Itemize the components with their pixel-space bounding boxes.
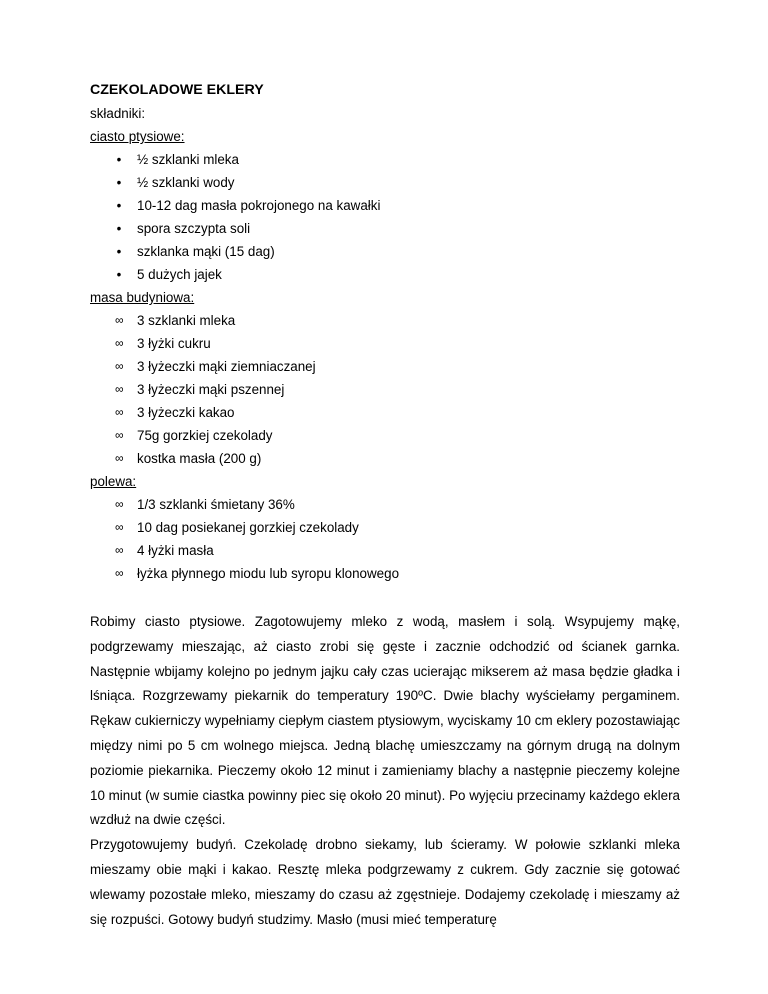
instructions-paragraph: Robimy ciasto ptysiowe. Zagotowujemy mleko z wodą, masłem i solą. Wsypujemy mąkę, podgrzewamy mieszając, aż ciasto zrobi się gęste i zacznie odchodzić od ścianek garnka. Następnie wbijamy kolejno po jednym jajku cały czas ucierając mikserem aż masa będzie gładka i lśniąca. Rozgrzewamy piekarnik do temperatury 190ºC. Dwie blachy wyściełamy pergaminem. Rękaw cukierniczy wypełniamy ciepłym ciastem ptysiowym, wyciskamy 10 cm eklery pozostawiając między nimi po 5 cm wolnego miejsca. Jedną blachę umieszczamy na górnym drugą na dolnym poziomie piekarnika. Pieczemy około 12 minut i zamieniamy blachy a następnie pieczemy kolejne 10 minut (w sumie ciastka powinny piec się około 20 minut). Po wyjęciu przecinamy każdego eklera wzdłuż na dwie części.	[90, 614, 680, 828]
list-item-text: spora szczypta soli	[137, 221, 251, 236]
list-item	[90, 217, 680, 240]
list-item	[90, 401, 680, 424]
spacer	[90, 585, 680, 610]
bullet-icon: •	[116, 152, 122, 167]
list-item	[90, 263, 680, 286]
infinity-bullet-icon: ∞	[115, 359, 124, 373]
list-item	[90, 332, 680, 355]
section-ciasto	[90, 125, 680, 286]
list-item	[90, 240, 680, 263]
section-heading: ciasto ptysiowe:	[90, 129, 185, 144]
infinity-bullet-icon: ∞	[115, 543, 124, 557]
list-item-text: 1/3 szklanki śmietany 36%	[137, 497, 295, 512]
instructions-paragraph: Przygotowujemy budyń. Czekoladę drobno siekamy, lub ścieramy. W połowie szklanki mleka mieszamy obie mąki i kakao. Resztę mleka podgrzewamy z cukrem. Gdy zacznie się gotować wlewamy pozostałe mleko, mieszamy do czasu aż zgęstnieje. Dodajemy czekoladę i mieszamy aż się rozpuści. Gotowy budyń studzimy. Masło (musi mieć temperaturę	[90, 837, 680, 927]
bullet-icon: •	[116, 221, 122, 236]
list-item	[90, 355, 680, 378]
bullet-icon: •	[116, 267, 122, 282]
ingredient-list	[90, 309, 680, 470]
infinity-bullet-icon: ∞	[115, 428, 124, 442]
ingredient-list	[90, 493, 680, 585]
infinity-bullet-icon: ∞	[115, 566, 124, 580]
list-item-text: ½ szklanki mleka	[137, 152, 239, 167]
infinity-bullet-icon: ∞	[115, 336, 124, 350]
bullet-icon: •	[116, 244, 122, 259]
infinity-bullet-icon: ∞	[115, 451, 124, 465]
list-item	[90, 516, 680, 539]
list-item	[90, 194, 680, 217]
list-item	[90, 378, 680, 401]
list-item-text: 3 szklanki mleka	[137, 313, 236, 328]
list-item-text: szklanka mąki (15 dag)	[137, 244, 275, 259]
list-item-text: 3 łyżeczki mąki pszennej	[137, 382, 285, 397]
section-heading: masa budyniowa:	[90, 290, 195, 305]
ingredients-label: składniki:	[90, 106, 146, 121]
infinity-bullet-icon: ∞	[115, 313, 124, 327]
list-item	[90, 309, 680, 332]
ingredient-list	[90, 148, 680, 286]
list-item	[90, 562, 680, 585]
list-item-text: 3 łyżeczki kakao	[137, 405, 235, 420]
list-item-text: kostka masła (200 g)	[137, 451, 262, 466]
infinity-bullet-icon: ∞	[115, 405, 124, 419]
section-polewa	[90, 470, 680, 585]
list-item-text: 75g gorzkiej czekolady	[137, 428, 273, 443]
list-item-text: 4 łyżki masła	[137, 543, 214, 558]
infinity-bullet-icon: ∞	[115, 382, 124, 396]
infinity-bullet-icon: ∞	[115, 497, 124, 511]
recipe-title: CZEKOLADOWE EKLERY	[90, 82, 264, 98]
section-heading: polewa:	[90, 474, 137, 489]
bullet-icon: •	[116, 175, 122, 190]
list-item	[90, 447, 680, 470]
list-item	[90, 424, 680, 447]
list-item-text: 5 dużych jajek	[137, 267, 222, 282]
list-item-text: 3 łyżki cukru	[137, 336, 211, 351]
list-item	[90, 148, 680, 171]
list-item-text: 3 łyżeczki mąki ziemniaczanej	[137, 359, 316, 374]
list-item	[90, 171, 680, 194]
list-item	[90, 493, 680, 516]
list-item-text: ½ szklanki wody	[137, 175, 235, 190]
list-item-text: 10-12 dag masła pokrojonego na kawałki	[137, 198, 381, 213]
infinity-bullet-icon: ∞	[115, 520, 124, 534]
list-item	[90, 539, 680, 562]
document-page	[90, 78, 680, 932]
list-item-text: łyżka płynnego miodu lub syropu klonowego	[137, 566, 400, 581]
section-masa-budyniowa	[90, 286, 680, 470]
bullet-icon: •	[116, 198, 122, 213]
list-item-text: 10 dag posiekanej gorzkiej czekolady	[137, 520, 359, 535]
